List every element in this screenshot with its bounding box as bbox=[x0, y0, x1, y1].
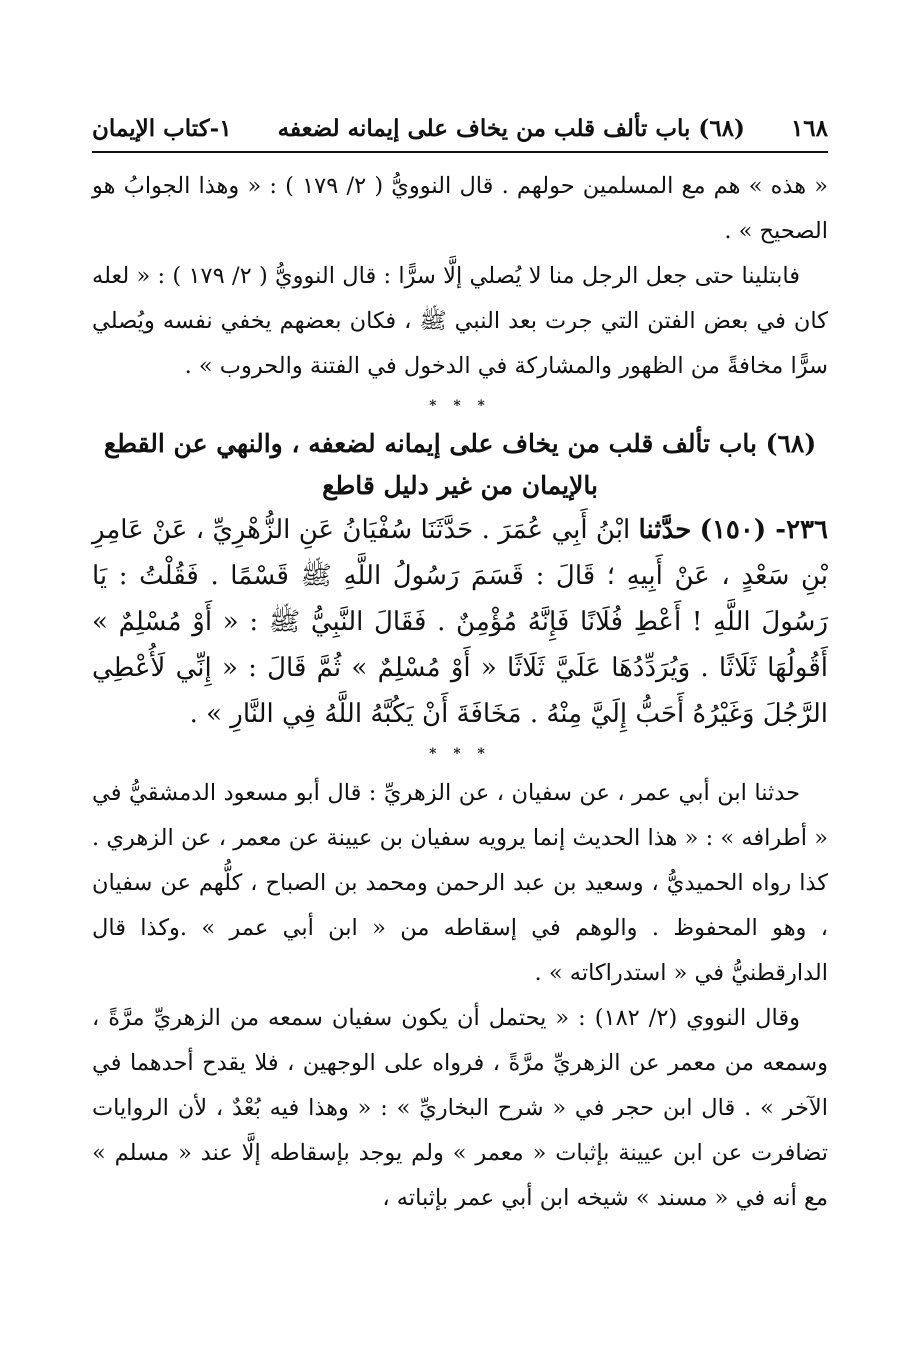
commentary-paragraph: حدثنا ابن أبي عمر ، عن سفيان ، عن الزهريِّ : قال أبو مسعود الدمشقيُّ في « أطرافه » : « هذا الحديث إنما يرويه سفيان بن عيينة عن معمر ، عن الزهري . كذا رواه الحميديُّ ، وسعيد بن عبد الرحمن ومحمد بن الصباح ، كلُّهم عن سفيان ، وهو المحفوظ . والوهم في إسقاطه من « ابن أبي عمر » .وكذا قال الدارقطنيُّ في « استدراكاته » . bbox=[92, 780, 828, 986]
section-separator: * * * bbox=[429, 746, 491, 762]
page-number: ١٦٨ bbox=[790, 114, 828, 142]
header-divider bbox=[92, 151, 828, 153]
running-chapter-title: (٦٨) باب تألف قلب من يخاف على إيمانه لضعفه bbox=[277, 114, 745, 142]
hadith-body: ابْنُ أَبِي عُمَرَ . حَدَّثَنَا سُفْيَانُ عَنِ الزُّهْرِيِّ ، عَنْ عَامِرِ بْنِ سَعْدٍ ، عَنْ أَبِيهِ ؛ قَالَ : قَسَمَ رَسُولُ اللَّهِ ﷺ قَسْمًا . فَقُلْتُ : يَا رَسُولَ اللَّهِ ! أَعْطِ فُلَانًا فَإِنَّهُ مُؤْمِنٌ . فَقَالَ النَّبِيُّ ﷺ : « أَوْ مُسْلِمٌ » أَقُولُهَا ثَلَاثًا . وَيُرَدِّدُهَا عَلَيَّ ثَلَاثًا « أَوْ مُسْلِمٌ » ثُمَّ قَالَ : « إِنِّي لَأُعْطِي الرَّجُلَ وَغَيْرُهُ أَحَبُّ إِلَيَّ مِنْهُ . مَخَافَةَ أَنْ يَكُبَّهُ اللَّهُ فِي النَّارِ » . bbox=[92, 515, 828, 729]
page-header bbox=[92, 108, 828, 148]
commentary-paragraph: فابتلينا حتى جعل الرجل منا لا يُصلي إلَّا سرًّا : قال النوويُّ ( ٢/ ١٧٩ ) : « لعله كان في بعض الفتن التي جرت بعد النبي ﷺ ، فكان بعضهم يخفي نفسه ويُصلي سرًّا مخافةً من الظهور والمشاركة في الدخول في الفتنة والحروب » . bbox=[92, 263, 828, 379]
hadith-number: ٢٣٦- (١٥٠) bbox=[699, 515, 828, 545]
hadith-opening: حدَّثنا bbox=[638, 515, 692, 545]
commentary-paragraph: « هذه » هم مع المسلمين حولهم . قال النوويُّ ( ٢/ ١٧٩ ) : « وهذا الجوابُ هو الصحيح » . bbox=[92, 173, 829, 244]
book-page bbox=[92, 0, 828, 1360]
hadith-text bbox=[92, 507, 828, 737]
chapter-heading: (٦٨) باب تألف قلب من يخاف على إيمانه لضعفه ، والنهي عن القطع بالإيمان من غير دليل قاطع bbox=[103, 429, 817, 500]
bottom-spacer bbox=[92, 1221, 828, 1231]
section-separator: * * * bbox=[429, 398, 491, 414]
commentary-paragraph: وقال النووي (٢/ ١٨٢) : « يحتمل أن يكون سفيان سمعه من الزهريِّ مرَّةً ، وسمعه من معمر عن الزهريِّ مرَّةً ، فرواه على الوجهين ، فلا يقدح أحدهما في الآخر » . قال ابن حجر في « شرح البخاريِّ » : « وهذا فيه بُعْدٌ ، لأن الروايات تضافرت عن ابن عيينة بإثبات « معمر » ولم يوجد بإسقاطه إلَّا عند « مسلم » مع أنه في « مسند » شيخه ابن أبي عمر بإثباته ، bbox=[92, 1005, 828, 1211]
running-book-title: ١-كتاب الإيمان bbox=[92, 114, 232, 142]
page-body bbox=[92, 164, 828, 1231]
